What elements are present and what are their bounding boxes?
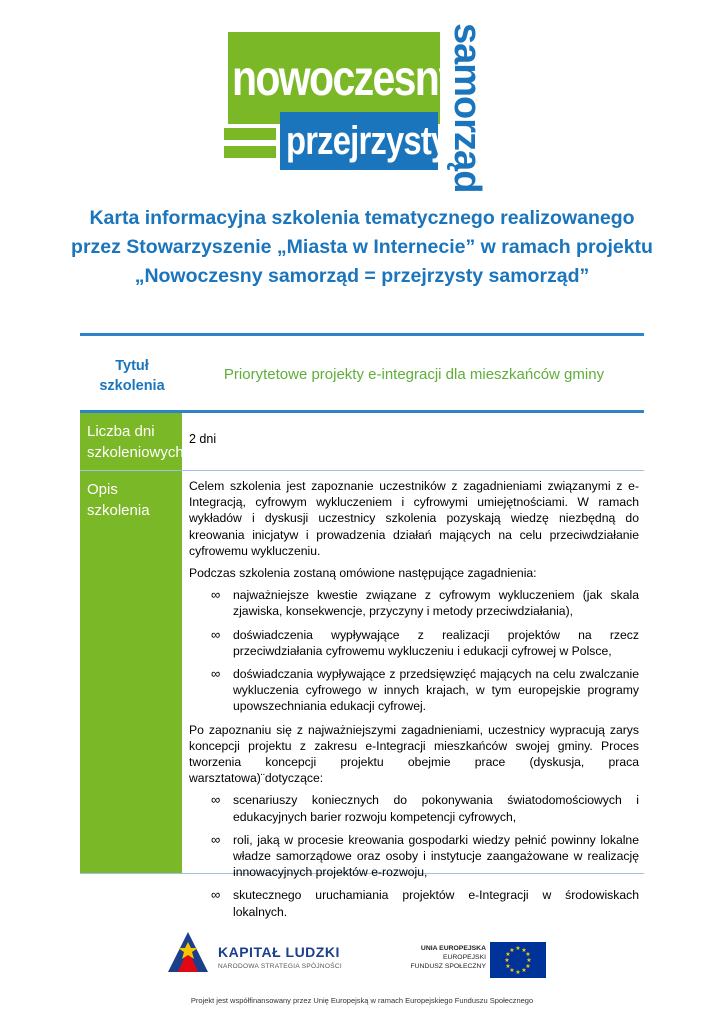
svg-text:★: ★ bbox=[525, 963, 531, 970]
kapital-ludzki-title: KAPITAŁ LUDZKI bbox=[218, 944, 340, 960]
infinity-bullet-icon: ∞ bbox=[211, 887, 221, 903]
kapital-ludzki-logo-icon bbox=[164, 928, 212, 976]
logo-equals-bar-top bbox=[224, 128, 276, 140]
description-paragraph-2: Podczas szkolenia zostaną omówione następujące zagadnienia: bbox=[189, 566, 537, 581]
project-logo bbox=[220, 23, 490, 193]
days-value: 2 dni bbox=[189, 432, 217, 446]
eu-label-line-3: FUNDUSZ SPOŁECZNY bbox=[410, 963, 486, 970]
description-label-line-2: szkolenia bbox=[87, 502, 150, 519]
workshop-list bbox=[189, 792, 639, 919]
title-label bbox=[80, 356, 184, 396]
eu-label bbox=[380, 944, 486, 971]
list-item bbox=[189, 627, 639, 659]
svg-text:★: ★ bbox=[505, 963, 511, 970]
list-item-text: doświadczenia wypływające z realizacji projektów na rzecz przeciwdziałania cyfrowemu wykluczeniu i edukacji cyfrowej w Polsce, bbox=[233, 627, 639, 658]
days-label-line-1: Liczba dni bbox=[87, 423, 155, 440]
eu-flag-icon bbox=[490, 942, 546, 978]
list-item-text: najważniejsze kwestie związane z cyfrowym wykluczeniem (jak skala zjawiska, konsekwencje, przyczyny i metody przeciwdziałania), bbox=[233, 588, 639, 619]
svg-text:★: ★ bbox=[515, 945, 521, 952]
training-title: Priorytetowe projekty e-integracji dla mieszkańców gminy bbox=[223, 366, 605, 383]
list-item bbox=[189, 587, 639, 619]
table-rule-top bbox=[80, 333, 644, 336]
svg-text:★: ★ bbox=[504, 957, 510, 964]
cofinancing-note: Projekt jest współfinansowany przez Unię Europejską w ramach Europejskiego Funduszu Społecznego bbox=[190, 996, 534, 1005]
eu-label-line-1: UNIA EUROPEJSKA bbox=[420, 945, 486, 952]
logo-word-nowoczesny: nowoczesny bbox=[232, 50, 460, 106]
heading-line-1: Karta informacyjna szkolenia tematycznego realizowanego bbox=[89, 207, 635, 229]
svg-text:★: ★ bbox=[521, 967, 527, 974]
svg-text:★: ★ bbox=[521, 947, 527, 954]
infinity-bullet-icon: ∞ bbox=[211, 587, 221, 603]
description-label-cell bbox=[80, 471, 182, 873]
days-label bbox=[87, 421, 184, 463]
svg-text:★: ★ bbox=[509, 947, 515, 954]
title-label-line-2: szkolenia bbox=[99, 378, 165, 394]
logo-word-przejrzysty: przejrzysty bbox=[286, 119, 449, 163]
list-item-text: scenariuszy koniecznych do pokonywania światodomościowych i edukacyjnych barier rozwoju kompetencji cyfrowych, bbox=[233, 793, 639, 824]
description-paragraph-1: Celem szkolenia jest zapoznanie uczestników z zagadnieniami związanymi z e-Integracją, cyfrowym wykluczeniem i cyfrowymi umiejętnościami. W ramach wykładów i dyskusji uczestnicy szkolenia pozyskają wiedzę niezbędną do kreowania inicjatyw i prowadzenia działań mających na celu przeciwdziałanie cyfrowemu wykluczeniu. bbox=[189, 479, 639, 558]
svg-text:★: ★ bbox=[505, 951, 511, 958]
list-item-text: skutecznego uruchamiania projektów e-Integracji w środowiskach lokalnych. bbox=[233, 888, 639, 919]
kapital-ludzki-subtitle: NARODOWA STRATEGIA SPÓJNOŚCI bbox=[218, 963, 342, 970]
list-item bbox=[189, 832, 639, 881]
list-item-text: roli, jaką w procesie kreowania gospodarki wiedzy pełnić powinny lokalne władze samorządowe oraz osoby i instytucje zaangażowane w realizację innowacyjnych projektów e-rozwoju, bbox=[233, 832, 639, 880]
eu-label-line-2: EUROPEJSKI bbox=[442, 954, 486, 961]
infinity-bullet-icon: ∞ bbox=[211, 626, 221, 642]
heading-line-2: przez Stowarzyszenie „Miasta w Internecie” w ramach projektu bbox=[71, 236, 653, 258]
svg-text:★: ★ bbox=[526, 957, 532, 964]
infinity-bullet-icon: ∞ bbox=[211, 792, 221, 808]
infinity-bullet-icon: ∞ bbox=[211, 831, 221, 847]
logo-word-samorzad: samorząd bbox=[446, 23, 488, 193]
title-label-line-1: Tytuł bbox=[115, 358, 149, 374]
logo-side bbox=[440, 23, 492, 193]
svg-text:★: ★ bbox=[525, 951, 531, 958]
svg-text:★: ★ bbox=[515, 969, 521, 976]
description-paragraph-3: Po zapoznaniu się z najważniejszymi zagadnieniami, uczestnicy wypracują zarys koncepcji projektu z zakresu e-Integracji mieszkańców swojej gminy. Proces tworzenia koncepcji projektu obejmie prace (dyskusja, praca warsztatowa)¨dotyczące: bbox=[189, 722, 639, 786]
infinity-bullet-icon: ∞ bbox=[211, 666, 221, 682]
list-item bbox=[189, 666, 639, 715]
description-label-line-1: Opis bbox=[87, 481, 118, 498]
days-label-line-2: szkoleniowych bbox=[87, 444, 184, 461]
logo-equals-bar-bottom bbox=[224, 146, 276, 158]
topics-list bbox=[189, 587, 639, 714]
list-item-text: doświadczania wypływające z przedsięwzięć mających na celu zwalczanie wykluczenia cyfrowego w innych krajach, w tym europejskie programy upowszechniania edukacji cyfrowej. bbox=[233, 667, 639, 714]
list-item bbox=[189, 792, 639, 824]
description-label bbox=[87, 479, 150, 521]
list-item bbox=[189, 887, 639, 919]
page-heading bbox=[60, 204, 664, 291]
svg-text:★: ★ bbox=[509, 967, 515, 974]
heading-line-3: „Nowoczesny samorząd = przejrzysty samorząd” bbox=[134, 265, 590, 287]
description-content bbox=[189, 478, 639, 927]
